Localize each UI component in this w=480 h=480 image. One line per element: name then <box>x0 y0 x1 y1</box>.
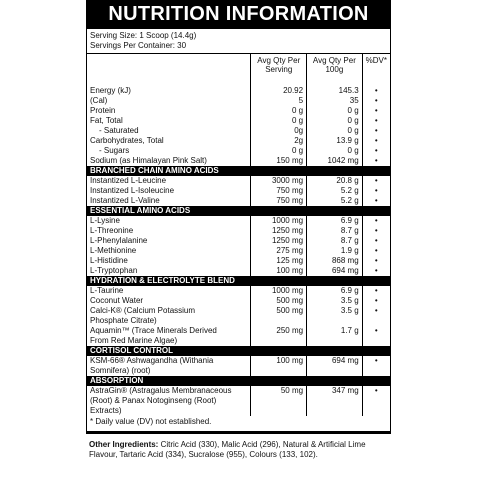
row-per-100g: 0 g <box>307 116 363 126</box>
row-label-line: Protein <box>90 106 116 115</box>
row-label-line: Instantized L-Leucine <box>90 176 167 185</box>
row-label <box>87 146 251 156</box>
row-label-line: Energy (kJ) <box>90 86 131 95</box>
row-per-serving: 1250 mg <box>251 236 307 246</box>
row-per-100g: 3.5 g <box>307 306 363 326</box>
header-blank <box>87 54 251 86</box>
row-per-100g: 6.9 g <box>307 286 363 296</box>
nutrition-panel <box>86 0 391 480</box>
row-label-line: L-Lysine <box>90 216 120 225</box>
row-label <box>87 356 251 376</box>
row-per-serving: 2g <box>251 136 307 146</box>
panel-body <box>86 29 391 434</box>
row-dv: • <box>374 386 378 395</box>
row-per-100g: 694 mg <box>307 356 363 376</box>
row-label-line: L-Histidine <box>90 256 128 265</box>
row-per-serving: 500 mg <box>251 296 307 306</box>
row-per-serving: 100 mg <box>251 266 307 276</box>
row-dv: • <box>374 326 378 335</box>
row-label-line: AstraGin® (Astragalus Membranaceous <box>90 386 232 395</box>
table-row <box>87 246 390 256</box>
section-header <box>87 346 390 356</box>
table-row <box>87 296 390 306</box>
row-label-line: - Saturated <box>99 126 139 135</box>
row-label <box>87 126 251 136</box>
table-row <box>87 126 390 136</box>
row-per-serving: 1000 mg <box>251 286 307 296</box>
row-dv: • <box>374 186 378 195</box>
row-label <box>87 216 251 226</box>
table-row <box>87 96 390 106</box>
row-dv: • <box>374 106 378 115</box>
row-dv: • <box>374 126 378 135</box>
row-per-100g: 347 mg <box>307 386 363 416</box>
row-per-serving: 750 mg <box>251 196 307 206</box>
section-header <box>87 276 390 286</box>
row-label-line: - Sugars <box>99 146 130 155</box>
row-dv: • <box>374 266 378 275</box>
table-row <box>87 306 390 326</box>
section-header <box>87 376 390 386</box>
row-per-100g: 8.7 g <box>307 236 363 246</box>
row-label-line: Aquamin™ (Trace Minerals Derived <box>90 326 217 335</box>
row-dv: • <box>374 226 378 235</box>
row-per-serving: 100 mg <box>251 356 307 376</box>
row-label-line: Sodium (as Himalayan Pink Salt) <box>90 156 207 165</box>
row-label-line: Carbohydrates, Total <box>90 136 164 145</box>
row-label <box>87 386 251 416</box>
row-per-100g: 8.7 g <box>307 226 363 236</box>
table-row <box>87 116 390 126</box>
row-dv: • <box>374 256 378 265</box>
table-row <box>87 106 390 116</box>
section-header <box>87 166 390 176</box>
row-dv: • <box>374 86 378 95</box>
row-per-serving: 20.92 <box>251 86 307 96</box>
table-row <box>87 146 390 156</box>
row-label <box>87 286 251 296</box>
row-dv: • <box>374 176 378 185</box>
row-per-serving: 125 mg <box>251 256 307 266</box>
row-label-line: Instantized L-Valine <box>90 196 160 205</box>
row-per-100g: 5.2 g <box>307 196 363 206</box>
row-per-serving: 275 mg <box>251 246 307 256</box>
row-dv: • <box>374 216 378 225</box>
section-title: ESSENTIAL AMINO ACIDS <box>87 206 390 216</box>
row-label <box>87 246 251 256</box>
row-dv: • <box>374 136 378 145</box>
serving-size: Serving Size: 1 Scoop (14.4g) <box>90 31 197 40</box>
row-label <box>87 106 251 116</box>
row-per-serving: 250 mg <box>251 326 307 346</box>
table-row <box>87 226 390 236</box>
row-per-serving: 0 g <box>251 106 307 116</box>
row-per-100g: 0 g <box>307 106 363 116</box>
row-label <box>87 256 251 266</box>
row-label-line: Instantized L-Isoleucine <box>90 186 175 195</box>
row-label-line: L-Methionine <box>90 246 137 255</box>
serving-info <box>87 29 390 54</box>
row-per-100g: 0 g <box>307 146 363 156</box>
row-dv: • <box>374 156 378 165</box>
nutrition-table <box>87 54 390 416</box>
row-label-line: Somnifera) (root) <box>90 366 151 375</box>
servings-per-container: Servings Per Container: 30 <box>90 41 187 50</box>
row-per-100g: 6.9 g <box>307 216 363 226</box>
row-per-serving: 0 g <box>251 116 307 126</box>
row-per-100g: 3.5 g <box>307 296 363 306</box>
row-label-line: L-Taurine <box>90 286 124 295</box>
row-per-serving: 5 <box>251 96 307 106</box>
row-dv: • <box>374 236 378 245</box>
row-per-100g: 1042 mg <box>307 156 363 166</box>
row-label <box>87 136 251 146</box>
section-title: CORTISOL CONTROL <box>87 346 390 356</box>
ingredients-label: Other Ingredients: <box>89 440 159 449</box>
row-per-100g: 20.8 g <box>307 176 363 186</box>
row-label-line: L-Tryptophan <box>90 266 138 275</box>
row-label <box>87 306 251 326</box>
table-row <box>87 256 390 266</box>
other-ingredients <box>86 434 391 460</box>
row-label <box>87 186 251 196</box>
row-dv: • <box>374 286 378 295</box>
table-row <box>87 186 390 196</box>
table-row <box>87 266 390 276</box>
section-header <box>87 206 390 216</box>
row-per-100g: 868 mg <box>307 256 363 266</box>
row-per-serving: 750 mg <box>251 186 307 196</box>
row-label <box>87 196 251 206</box>
row-label <box>87 176 251 186</box>
row-per-serving: 1000 mg <box>251 216 307 226</box>
row-label <box>87 296 251 306</box>
row-dv: • <box>374 96 378 105</box>
table-row <box>87 176 390 186</box>
row-per-100g: 1.7 g <box>307 326 363 346</box>
row-label <box>87 116 251 126</box>
row-label-line: Calci-K® (Calcium Potassium <box>90 306 196 315</box>
table-row <box>87 196 390 206</box>
row-per-100g: 1.9 g <box>307 246 363 256</box>
row-label <box>87 96 251 106</box>
table-row <box>87 326 390 346</box>
row-label <box>87 266 251 276</box>
row-per-serving: 1250 mg <box>251 226 307 236</box>
row-label <box>87 236 251 246</box>
row-dv: • <box>374 356 378 365</box>
section-title: BRANCHED CHAIN AMINO ACIDS <box>87 166 390 176</box>
row-label-line: (Cal) <box>90 96 108 105</box>
header-dv: %DV* <box>365 56 387 65</box>
row-label-line: KSM-66® Ashwagandha (Withania <box>90 356 214 365</box>
table-row <box>87 356 390 376</box>
row-dv: • <box>374 246 378 255</box>
table-row <box>87 156 390 166</box>
table-row <box>87 216 390 226</box>
table-row <box>87 236 390 246</box>
table-row <box>87 136 390 146</box>
section-title: HYDRATION & ELECTROLYTE BLEND <box>87 276 390 286</box>
row-per-serving: 150 mg <box>251 156 307 166</box>
header-per-100g: Avg Qty Per 100g <box>307 54 363 86</box>
row-per-serving: 50 mg <box>251 386 307 416</box>
section-title: ABSORPTION <box>87 376 390 386</box>
row-dv: • <box>374 196 378 205</box>
row-dv: • <box>374 296 378 305</box>
row-label-line: Fat, Total <box>90 116 123 125</box>
row-dv: • <box>374 146 378 155</box>
row-label <box>87 226 251 236</box>
row-per-100g: 0 g <box>307 126 363 136</box>
row-label <box>87 86 251 96</box>
row-dv: • <box>374 116 378 125</box>
row-per-100g: 694 mg <box>307 266 363 276</box>
row-dv: • <box>374 306 378 315</box>
row-per-serving: 500 mg <box>251 306 307 326</box>
ingredients-text: Citric Acid (330), Malic Acid (296), Natural & Artificial Lime Flavour, Tartaric Acid (334), Sucralose (955), Colours (133, 102). <box>89 440 366 459</box>
row-per-100g: 145.3 <box>307 86 363 96</box>
header-per-serving: Avg Qty Per Serving <box>251 54 307 86</box>
row-label <box>87 326 251 346</box>
row-per-100g: 35 <box>307 96 363 106</box>
row-label <box>87 156 251 166</box>
panel-title: NUTRITION INFORMATION <box>86 0 391 29</box>
row-per-serving: 0g <box>251 126 307 136</box>
table-header-row <box>87 54 390 86</box>
table-row <box>87 86 390 96</box>
row-label-line: (Root) & Panax Notoginseng (Root) Extracts) <box>90 396 217 415</box>
row-per-serving: 3000 mg <box>251 176 307 186</box>
row-per-serving: 0 g <box>251 146 307 156</box>
row-label-line: Coconut Water <box>90 296 144 305</box>
row-per-100g: 5.2 g <box>307 186 363 196</box>
row-label-line: From Red Marine Algae) <box>90 336 178 345</box>
row-label-line: L-Threonine <box>90 226 134 235</box>
row-label-line: Phosphate Citrate) <box>90 316 157 325</box>
table-row <box>87 286 390 296</box>
dv-footnote: * Daily value (DV) not established. <box>87 416 390 433</box>
row-per-100g: 13.9 g <box>307 136 363 146</box>
table-row <box>87 386 390 416</box>
row-label-line: L-Phenylalanine <box>90 236 148 245</box>
